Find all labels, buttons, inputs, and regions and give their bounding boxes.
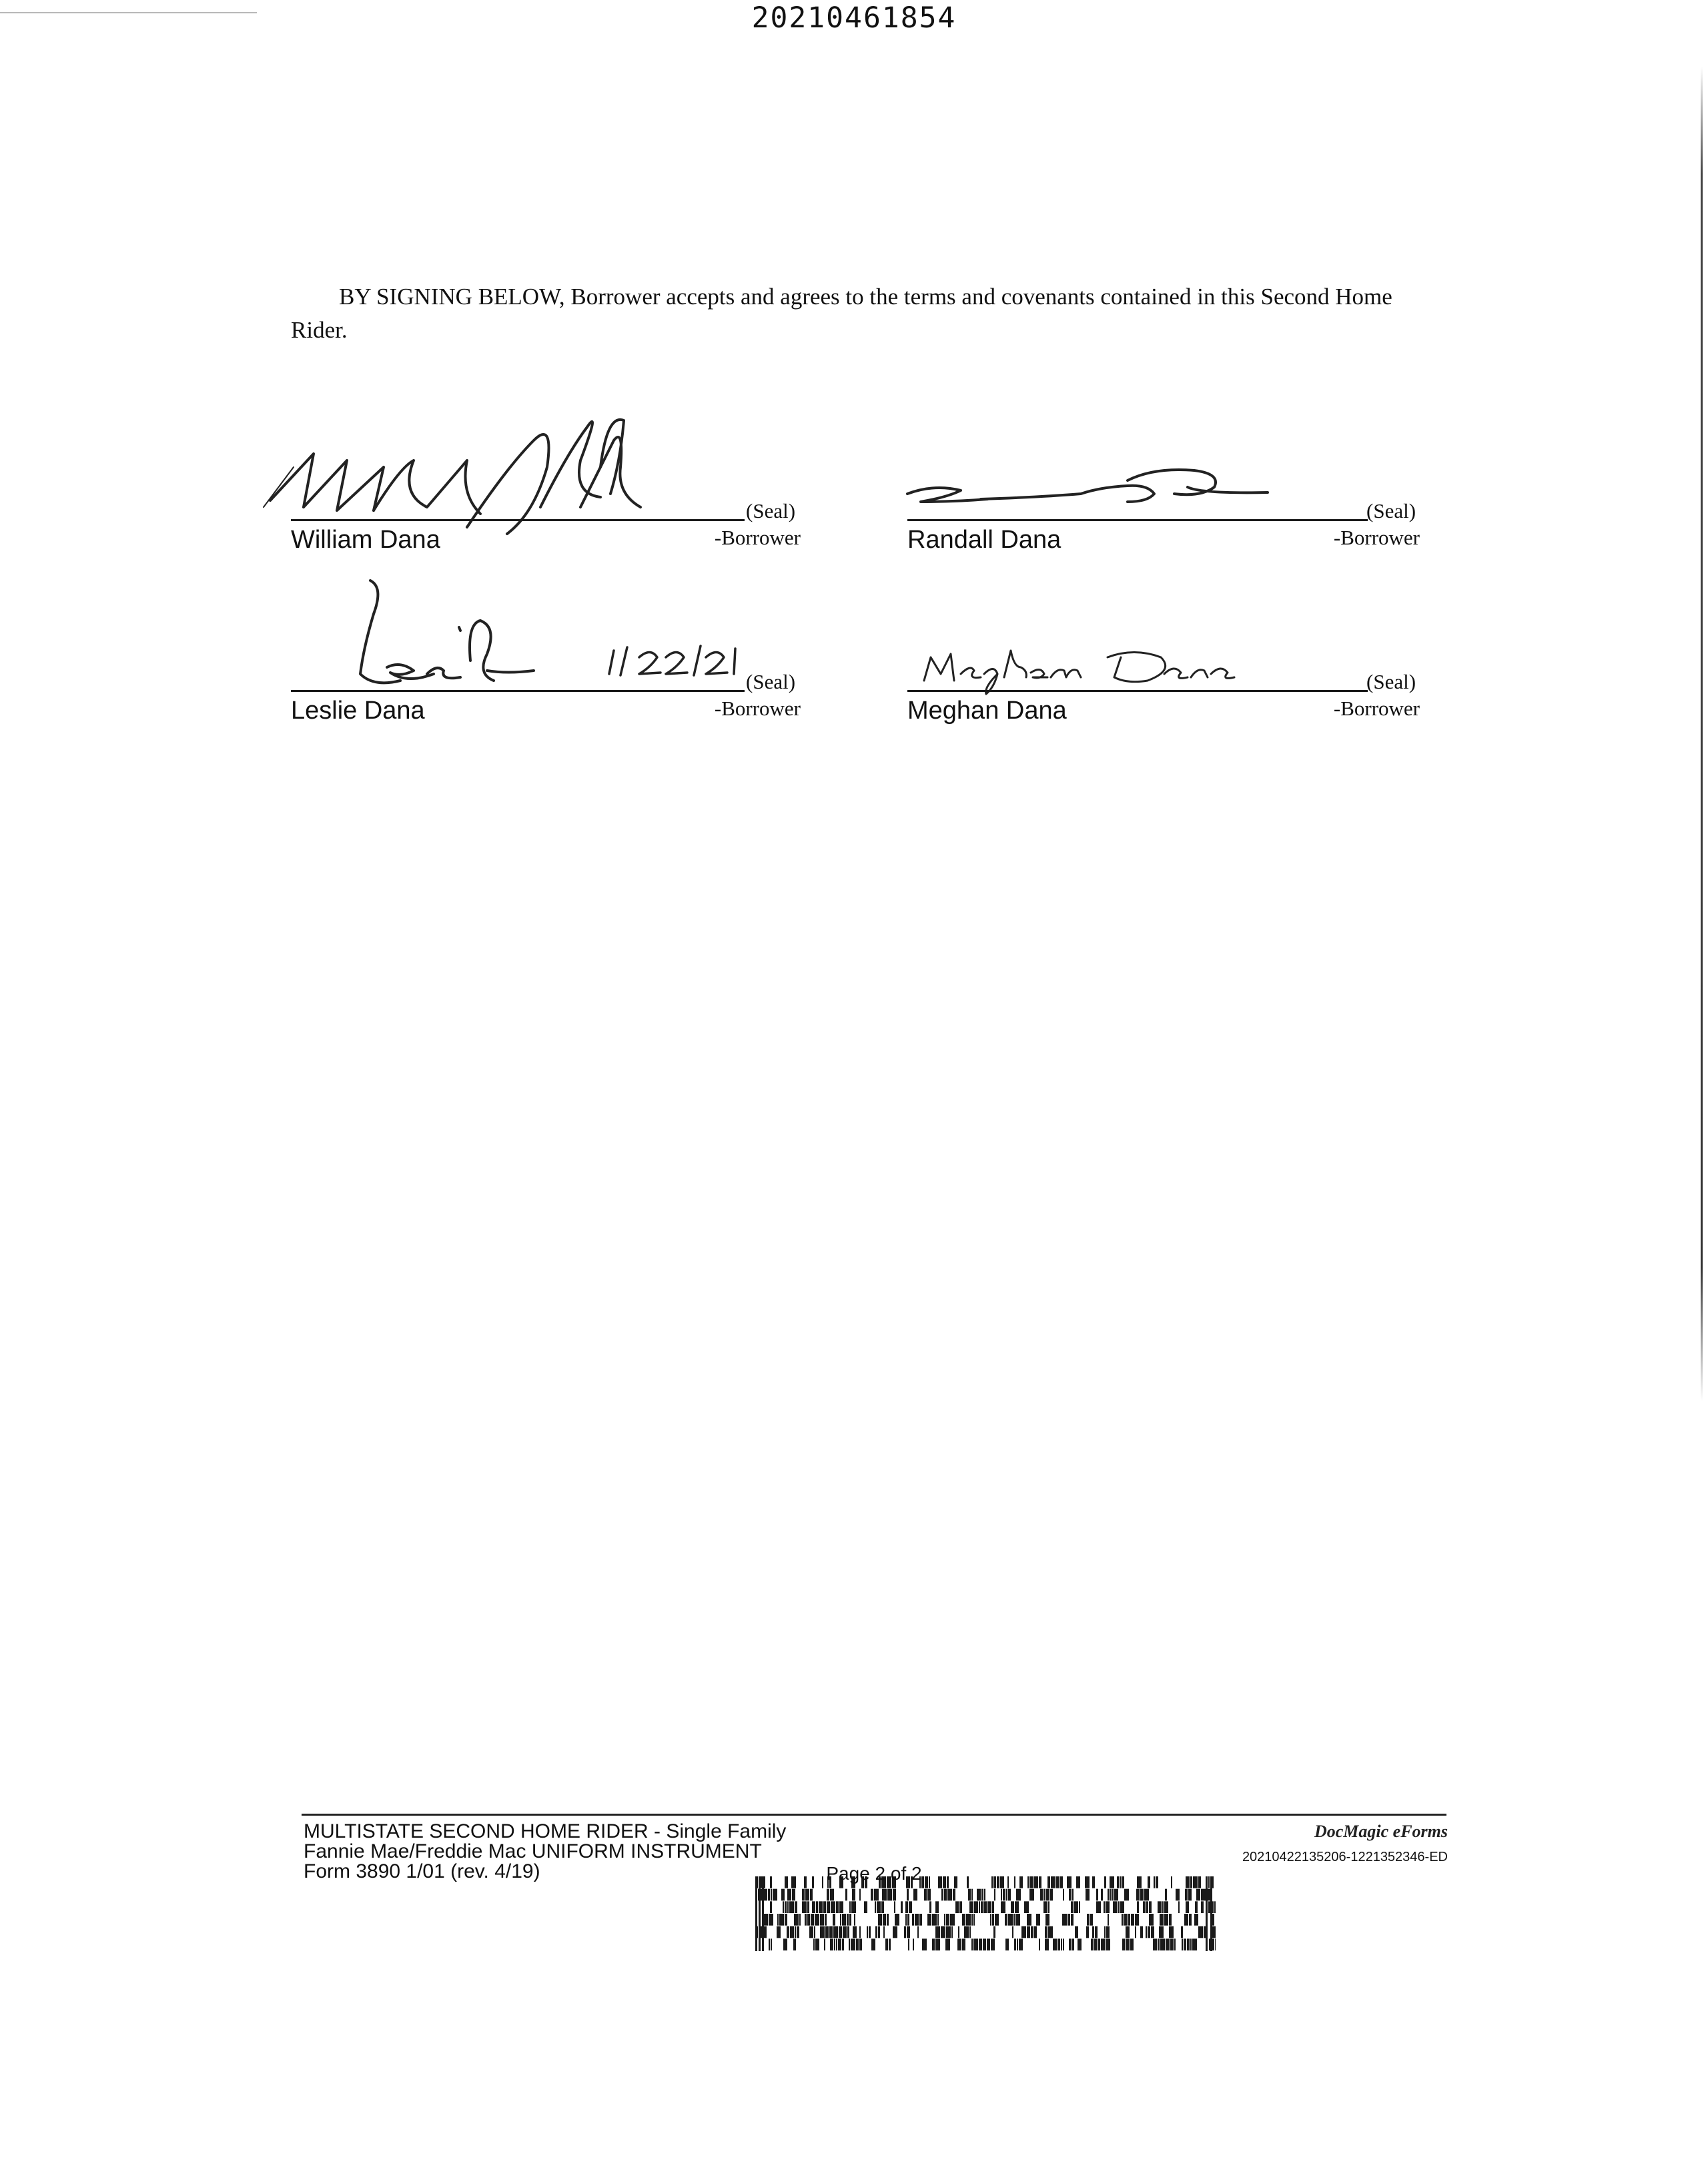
signature-meghan-dana xyxy=(924,651,1234,694)
handwritten-date xyxy=(609,646,735,675)
signer-name-meghan: Meghan Dana xyxy=(907,697,1067,725)
agreement-body: Borrower accepts and agrees to the terms and covenants contained in this Second Home Rider. xyxy=(291,284,1392,343)
signature-line-meghan xyxy=(907,690,1368,692)
borrower-label: -Borrower xyxy=(1333,697,1420,720)
form-number: Form 3890 1/01 (rev. 4/19) xyxy=(304,1860,540,1882)
recording-number: 20210461854 xyxy=(751,1,957,35)
signer-name-leslie: Leslie Dana xyxy=(291,697,425,725)
signature-line-william xyxy=(291,519,745,521)
docmagic-logo: DocMagic eForms xyxy=(1314,1822,1448,1841)
borrower-label: -Borrower xyxy=(1333,526,1420,549)
borrower-label: -Borrower xyxy=(714,697,801,720)
signer-name-william: William Dana xyxy=(291,526,440,554)
footer-rule xyxy=(302,1814,1446,1816)
signature-line-leslie xyxy=(291,690,745,692)
seal-label: (Seal) xyxy=(746,670,796,693)
seal-label: (Seal) xyxy=(1366,499,1416,522)
seal-label: (Seal) xyxy=(1366,670,1416,693)
barcode xyxy=(755,1876,1216,1951)
form-instrument: Fannie Mae/Freddie Mac UNIFORM INSTRUMENT xyxy=(304,1840,762,1862)
signature-line-randall xyxy=(907,519,1368,521)
signature-william-dana xyxy=(264,420,640,534)
signature-leslie-dana xyxy=(360,581,534,683)
agreement-lead: BY SIGNING BELOW, xyxy=(339,284,565,310)
signer-name-randall: Randall Dana xyxy=(907,526,1061,554)
borrower-label: -Borrower xyxy=(714,526,801,549)
seal-label: (Seal) xyxy=(746,499,796,522)
signature-randall-dana xyxy=(907,470,1268,502)
form-title: MULTISTATE SECOND HOME RIDER - Single Family xyxy=(304,1820,787,1842)
page-number: Page 2 of 2 xyxy=(826,1863,922,1884)
document-code: 20210422135206-1221352346-ED xyxy=(1242,1850,1448,1864)
